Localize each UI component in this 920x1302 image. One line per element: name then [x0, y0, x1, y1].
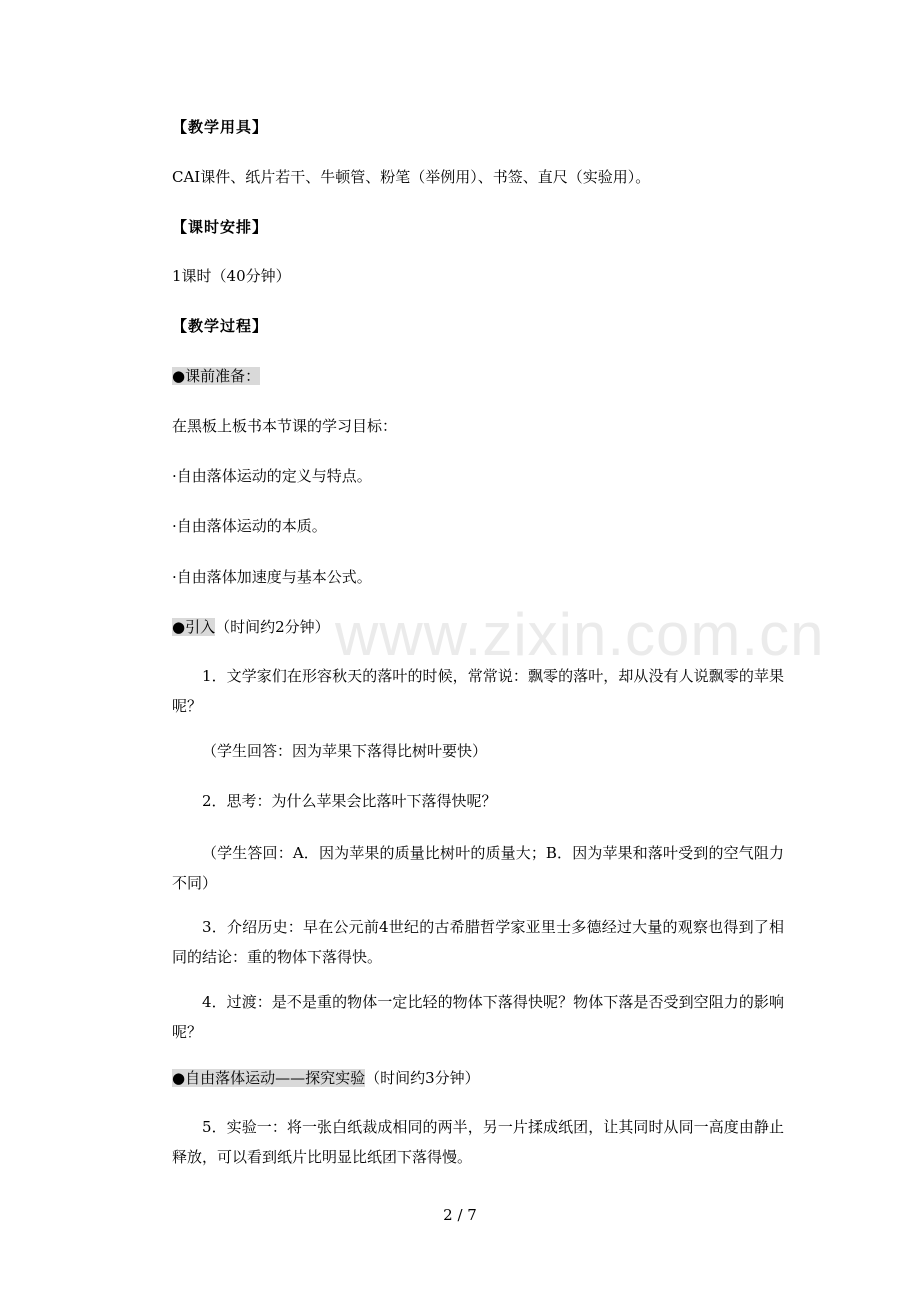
tools-text: CAI课件、纸片若干、牛顿管、粉笔（举例用）、书签、直尺（实验用）。 [172, 168, 651, 186]
intro-time: （时间约2分钟） [215, 618, 330, 636]
intro-label: ●引入 [172, 618, 216, 636]
schedule-heading: 【课时安排】 [172, 218, 269, 236]
experiment-time: （时间约3分钟） [365, 1069, 480, 1087]
tools-heading: 【教学用具】 [172, 118, 269, 136]
paragraph-1-answer: （学生回答：因为苹果下落得比树叶要快） [202, 742, 488, 760]
intro-line [172, 616, 330, 638]
paragraph-1: 1．文学家们在形容秋天的落叶的时候，常常说：飘零的落叶，却从没有人说飘零的苹果呢？ [172, 667, 784, 715]
experiment-label: ●自由落体运动——探究实验 [172, 1069, 366, 1087]
paragraph-2: 2．思考：为什么苹果会比落叶下落得快呢？ [202, 792, 497, 810]
prep-text: 在黑板上板书本节课的学习目标： [172, 417, 398, 435]
goal-item: ·自由落体加速度与基本公式。 [172, 568, 372, 586]
experiment-line [172, 1067, 480, 1089]
paragraph-2-answer: （学生答回：A．因为苹果的质量比树叶的质量大；B．因为苹果和落叶受到的空气阻力不同） [172, 844, 784, 892]
prep-label: ●课前准备： [172, 367, 261, 385]
prep-line [172, 365, 260, 387]
schedule-text: 1课时（40分钟） [172, 267, 291, 285]
paragraph-4: 4．过渡：是不是重的物体一定比轻的物体下落得快呢？物体下落是否受到空阻力的影响呢？ [172, 993, 784, 1041]
paragraph-3: 3．介绍历史：早在公元前4世纪的古希腊哲学家亚里士多德经过大量的观察也得到了相同的结论：重的物体下落得快。 [172, 918, 784, 966]
process-heading: 【教学过程】 [172, 317, 269, 335]
page-number: 2 / 7 [443, 1206, 477, 1224]
paragraph-5: 5．实验一：将一张白纸裁成相同的两半，另一片揉成纸团，让其同时从同一高度由静止释放，可以看到纸片比明显比纸团下落得慢。 [172, 1118, 784, 1166]
goal-item: ·自由落体运动的本质。 [172, 517, 327, 535]
goal-item: ·自由落体运动的定义与特点。 [172, 467, 372, 485]
watermark: www.zixin.com.cn [335, 601, 825, 668]
